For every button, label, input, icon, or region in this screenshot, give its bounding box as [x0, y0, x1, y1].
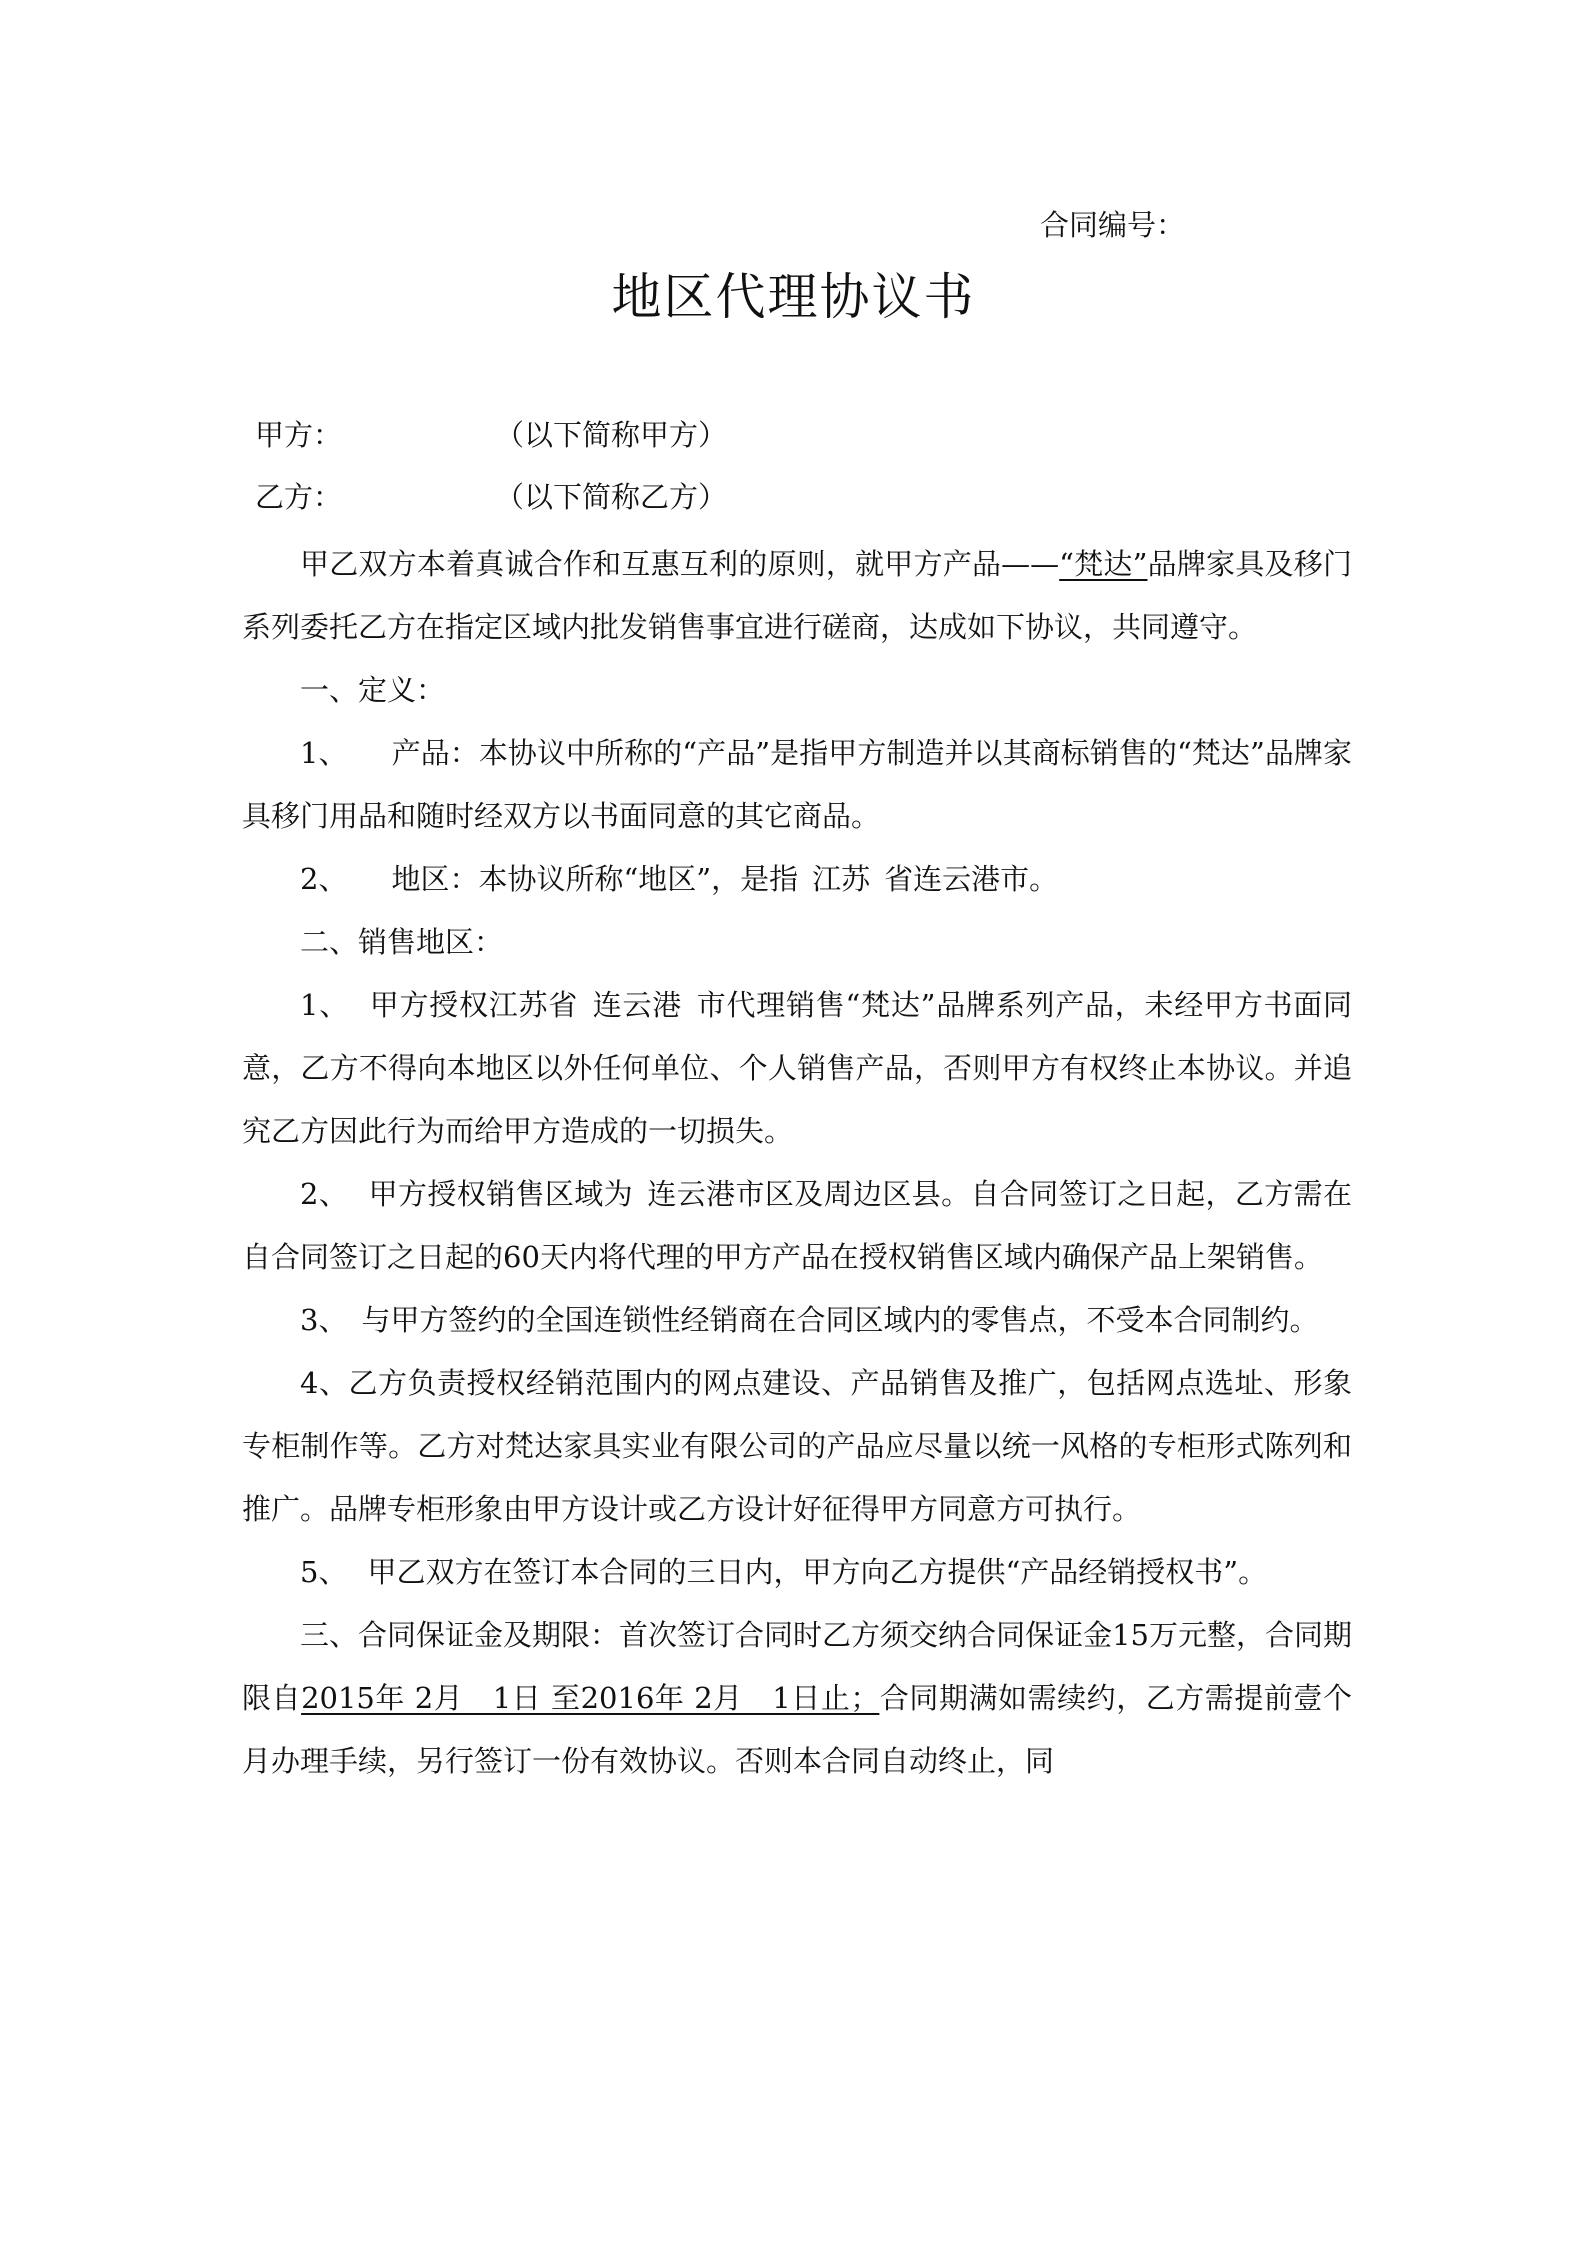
territory-item-4-text: 乙方负责授权经销范围内的网点建设、产品销售及推广，包括网点选址、形象专柜制作等。乙方对梵达家具实业有限公司的产品应尽量以统一风格的专柜形式陈列和推广。品牌专柜形象由甲方设计或乙方设计好征得甲方同意方可执行。	[242, 1366, 1352, 1526]
deposit-heading-text: 三、合同保证金及期限：首次签订合同时乙方须交纳合同保证金15万元整，合同期限自	[242, 1618, 1352, 1715]
contract-number-label: 合同编号：	[1040, 208, 1186, 242]
territory-heading: 二、销售地区：	[300, 925, 504, 959]
contract-period: 2015年 2月 1日 至2016年 2月 1日止；	[301, 1681, 880, 1715]
document-title: 地区代理协议书	[611, 268, 976, 326]
territory-item-5	[242, 1541, 1352, 1604]
territory-item-2-number: 2、	[300, 1177, 349, 1211]
party-a-note: （以下简称甲方）	[495, 418, 728, 452]
definition-item-1	[242, 722, 1352, 848]
territory-item-4-number: 4、	[300, 1366, 349, 1400]
territory-item-2-area: 连云港市区及周边区县。	[646, 1177, 971, 1211]
definition-item-2	[242, 848, 1352, 911]
brand-name: “梵达”	[1059, 547, 1148, 581]
deposit-after-period: 合同期满如需续约，乙方需提前壹个月办理手续，另行签订一份有效协议。否则本合同自动终止，同	[242, 1681, 1352, 1778]
territory-item-4	[242, 1352, 1352, 1541]
contract-body	[242, 533, 1352, 1793]
territory-item-3-number: 3、	[300, 1303, 348, 1337]
territory-item-2-after: 自合同签订之日起，乙方需在自合同签订之日起的60天内将代理的甲方产品在授权销售区域内确保产品上架销售。	[242, 1177, 1352, 1274]
definitions-heading: 一、定义：	[300, 673, 446, 707]
definition-item-2-before: 地区：本协议所称“地区”，是指	[391, 862, 799, 896]
territory-item-3-text: 与甲方签约的全国连锁性经销商在合同区域内的零售点，不受本合同制约。	[361, 1303, 1319, 1337]
party-b-note: （以下简称乙方）	[495, 480, 728, 514]
territory-item-2-before: 甲方授权销售区域为	[368, 1177, 633, 1211]
party-b-label: 乙方：	[255, 480, 343, 514]
territory-item-1-before: 甲方授权江苏省	[368, 988, 578, 1022]
territory-item-1-number: 1、	[300, 988, 349, 1022]
party-b-line	[255, 477, 728, 517]
intro-before-brand: 甲乙双方本着真诚合作和互惠互利的原则，就甲方产品——	[300, 547, 1060, 581]
territory-item-5-number: 5、	[300, 1555, 348, 1589]
definition-item-1-text: 产品：本协议中所称的“产品”是指甲方制造并以其商标销售的“梵达”品牌家具移门用品和随时经双方以书面同意的其它商品。	[242, 736, 1352, 833]
territory-item-1-city: 连云港	[592, 988, 683, 1022]
definition-item-2-province: 江苏	[812, 862, 871, 896]
definition-item-2-number: 2、	[300, 862, 348, 896]
territory-item-2	[242, 1163, 1352, 1289]
party-a-line	[255, 415, 728, 455]
definition-item-1-number: 1、	[300, 736, 348, 770]
territory-item-1	[242, 974, 1352, 1163]
definition-item-2-after: 省连云港市。	[884, 862, 1059, 896]
territory-item-1-after: 市代理销售“梵达”品牌系列产品，未经甲方书面同意，乙方不得向本地区以外任何单位、个人销售产品，否则甲方有权终止本协议。并追究乙方因此行为而给甲方造成的一切损失。	[242, 988, 1352, 1148]
party-a-label: 甲方：	[255, 418, 343, 452]
deposit-paragraph	[242, 1604, 1352, 1793]
intro-paragraph	[242, 533, 1352, 659]
territory-item-3	[242, 1289, 1352, 1352]
territory-item-5-text: 甲乙双方在签订本合同的三日内，甲方向乙方提供“产品经销授权书”。	[367, 1555, 1268, 1589]
intro-after-brand: 品牌家具及移门系列委托乙方在指定区域内批发销售事宜进行磋商，达成如下协议，共同遵守。	[242, 547, 1352, 644]
